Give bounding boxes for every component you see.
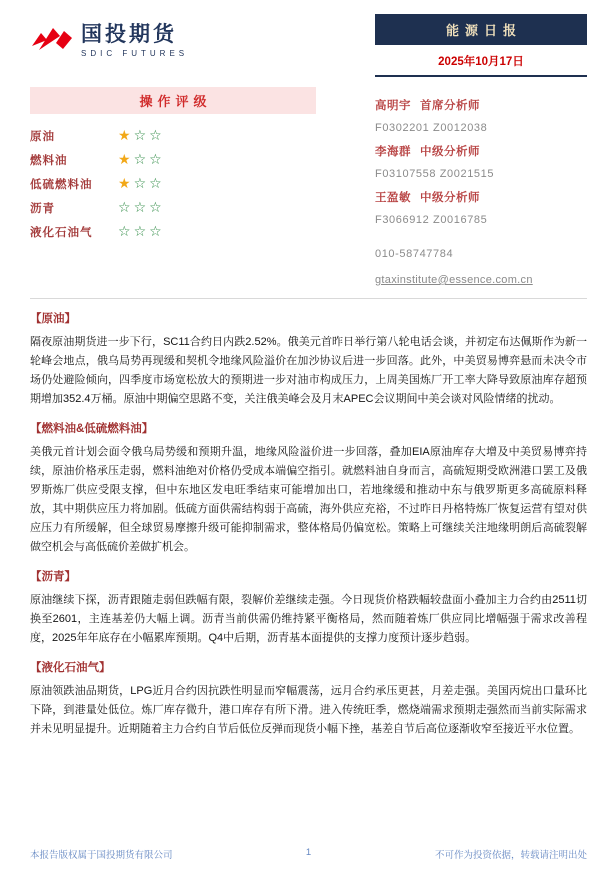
section-title: 【沥青】: [30, 571, 76, 583]
rating-column: [30, 81, 316, 288]
section-crude-oil: [30, 310, 587, 409]
rating-label: 液化石油气: [30, 227, 93, 239]
star-open-icon: ☆: [149, 127, 162, 144]
header-body-divider: [30, 298, 587, 299]
star-open-icon: ☆: [133, 199, 147, 216]
report-type-banner: 能源日报: [375, 14, 587, 45]
report-header: [30, 14, 587, 77]
star-open-icon: ☆: [133, 223, 147, 240]
analyst-title: 首席分析师: [420, 100, 480, 112]
analyst-title: 中级分析师: [420, 192, 480, 204]
brand-text: [81, 23, 188, 57]
analyst-name-line: [375, 189, 587, 205]
section-title: 【液化石油气】: [30, 662, 111, 674]
rating-label: 原油: [30, 131, 55, 143]
section-fuel-oil-lsfo: [30, 420, 587, 557]
analyst-name-line: [375, 143, 587, 159]
footer-copyright: 本报告版权属于国投期货有限公司: [30, 850, 173, 861]
rating-row-lsfo: [30, 176, 316, 192]
star-open-icon: ☆: [133, 175, 147, 192]
report-title-block: [375, 14, 587, 77]
contact-phone: 010-58747784: [375, 248, 454, 260]
analyst-name-line: [375, 97, 587, 113]
analyst-entry: [375, 189, 587, 226]
star-open-icon: ☆: [149, 223, 162, 240]
section-title: 【燃料油&低硫燃料油】: [30, 423, 154, 435]
sdic-logo-icon: [30, 22, 74, 59]
section-body: 隔夜原油期货进一步下行，SC11合约日内跌2.52%。俄美元首昨日举行第八轮电话会谈，并初定布达佩斯作为新一轮峰会地点，俄乌局势再现缓和契机令地缘风险溢价在加沙协议后进一步回落。此外，中美贸易博弈悬而未决令市场仍处避险倾向，四季度市场宽松放大的预期进一步对油市构成压力，上周美国炼厂开工率大降导致原油库存超预期增加352.4万桶。原油中期偏空思路不变，关注俄美峰会及月末APEC会议期间中美会谈对风险情绪的扰动。: [30, 336, 587, 405]
rating-banner-title: 操作评级: [30, 87, 316, 114]
rating-stars: [118, 177, 165, 192]
report-body: [30, 310, 587, 739]
analyst-entry: [375, 143, 587, 180]
section-body: 原油领跌油品期货，LPG近月合约因抗跌性明显而窄幅震荡，远月合约承压更甚，月差走强。美国丙烷出口量环比下降，到港量处低位。炼厂库存微升，港口库存有所下滑。进入传统旺季，燃烧端需求预期走强然而当前实际需求并未见明显提升。近期随着主力合约自节后低位反弹而现货小幅下挫，基差自节后高位逐渐收窄至接近平水位置。: [30, 685, 587, 735]
rating-stars: [118, 201, 165, 216]
section-body: 美俄元首计划会面令俄乌局势缓和预期升温，地缘风险溢价进一步回落，叠加EIA原油库存大增及中美贸易博弈持续，原油价格承压走弱，燃料油绝对价格仍受成本端偏空指引。就燃料油自身而言，高硫短期受欧洲港口罢工及俄罗斯炼厂供应受限支撑，但中东地区发电旺季结束可能增加出口，若地缘缓和推动中东与俄罗斯更多高硫原料释放，其中期供应压力将加剧。低硫方面供需结构弱于高硫，海外供应充裕，不过昨日丹格特炼厂恢复运营有望对供应压力有所缓解，但全球贸易摩擦升级可能抑制需求，整体格局仍偏宽松。策略上可继续关注地缘明朗后高硫裂解做空机会与高低硫价差做扩机会。: [30, 446, 587, 553]
star-filled-icon: ★: [118, 175, 131, 192]
analyst-column: [375, 81, 587, 288]
analyst-ids: F03107558 Z0021515: [375, 168, 495, 180]
rating-stars: [118, 129, 165, 144]
star-filled-icon: ★: [118, 151, 131, 168]
analyst-name: 王盈敏: [375, 192, 411, 204]
star-open-icon: ☆: [149, 151, 162, 168]
page-number: 1: [305, 847, 312, 858]
rating-stars: [118, 225, 165, 240]
report-date: 2025年10月17日: [375, 45, 587, 77]
rating-label: 燃料油: [30, 155, 68, 167]
upper-columns: [30, 81, 587, 288]
footer-disclaimer: 不可作为投资依据，转载请注明出处: [434, 850, 587, 861]
analyst-title: 中级分析师: [420, 146, 480, 158]
star-open-icon: ☆: [133, 127, 147, 144]
star-open-icon: ☆: [133, 151, 147, 168]
rating-row-crude-oil: [30, 128, 316, 144]
star-open-icon: ☆: [149, 199, 162, 216]
star-open-icon: ☆: [118, 223, 131, 240]
analyst-name: 李海群: [375, 146, 411, 158]
star-filled-icon: ★: [118, 127, 131, 144]
section-asphalt: [30, 568, 587, 648]
page-footer: [30, 847, 587, 861]
brand-logo: [30, 22, 188, 59]
section-title: 【原油】: [30, 313, 76, 325]
analyst-entry: [375, 97, 587, 134]
contact-email-link[interactable]: gtaxinstitute@essence.com.cn: [375, 274, 533, 286]
rating-row-asphalt: [30, 200, 316, 216]
brand-name-en: SDIC FUTURES: [81, 48, 189, 58]
star-open-icon: ☆: [118, 199, 131, 216]
rating-row-fuel-oil: [30, 152, 316, 168]
section-body: 原油继续下探，沥青跟随走弱但跌幅有限，裂解价差继续走强。今日现货价格跌幅较盘面小叠加主力合约由2511切换至2601，主连基差仍大幅上调。沥青当前供需仍维持紧平衡格局，然而随着炼厂供应同比增幅强于需求改善程度，2025年年底存在小幅累库预期。Q4中后期，沥青基本面提供的支撑力度预计逐步趋弱。: [30, 594, 587, 644]
analyst-name: 高明宇: [375, 100, 411, 112]
analyst-ids: F3066912 Z0016785: [375, 214, 488, 226]
star-open-icon: ☆: [149, 175, 162, 192]
analyst-ids: F0302201 Z0012038: [375, 122, 488, 134]
section-lpg: [30, 659, 587, 739]
rating-row-lpg: [30, 224, 316, 240]
rating-stars: [118, 153, 165, 168]
rating-label: 低硫燃料油: [30, 179, 93, 191]
brand-name: 国投期货: [81, 23, 177, 47]
rating-label: 沥青: [30, 203, 55, 215]
